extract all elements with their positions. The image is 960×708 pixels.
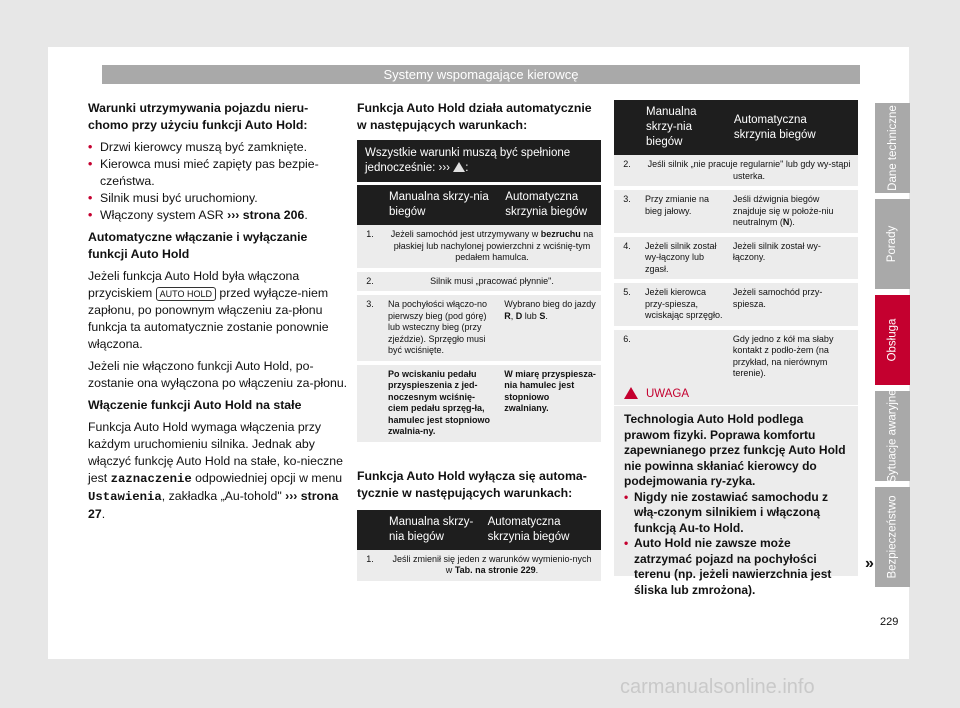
gear-letter: D (515, 310, 523, 321)
list-item: • Nigdy nie zostawiać samochodu z włą-czonym silnikiem i włączoną funkcją Au-to Hold. (624, 490, 848, 537)
table-header-num (614, 100, 640, 155)
table-title-text: : (465, 162, 469, 174)
menu-name: Ustawienia (88, 490, 162, 504)
table-cell: Jeżeli silnik został wy-łączony. (728, 235, 858, 282)
paragraph-text: odpowiedniej opcji w menu (195, 471, 343, 485)
tab-label: Dane techniczne (886, 105, 899, 191)
warning-box (614, 383, 858, 597)
paragraph (88, 268, 348, 353)
table-cell: Jeśli silnik „nie pracuje regularnie" lub gdy wy-stąpi usterka. (640, 155, 858, 188)
cell-text: ). (789, 217, 795, 227)
deactivation-table (357, 510, 601, 585)
cell-text: . (535, 565, 539, 575)
list-item (88, 207, 348, 224)
table-title-text: Wszystkie warunki muszą być spełnione jednocześnie: ››› (365, 147, 571, 174)
watermark: carmanualsonline.info (620, 676, 815, 698)
paragraph-text: Jeżeli funkcja Auto Hold była włączona przyciskiem (88, 269, 300, 300)
table-row (614, 188, 858, 235)
row-number (357, 363, 383, 444)
table-row (614, 235, 858, 282)
table-cell: Silnik musi „pracować płynnie". (383, 270, 601, 294)
table-cell: Po wciskaniu pedału przyspieszenia z jed-noczesnym wciśnię-ciem pedału sprzęg-ła, hamulec jest stopniowo zwalnia-ny. (383, 363, 499, 444)
warning-triangle-icon (624, 387, 638, 399)
table-link[interactable]: Tab. na stronie 229 (454, 565, 536, 575)
cell-text: Jeśli dźwignia biegów znajduje się w położe-niu neutralnym ( (732, 194, 834, 227)
cell-text: , (510, 310, 516, 321)
table-row (357, 363, 601, 444)
table-row (357, 550, 601, 583)
tab-obsluga[interactable] (875, 295, 910, 385)
page-header: Systemy wspomagające kierowcę (102, 65, 860, 84)
paragraph-text: . (101, 507, 106, 521)
cell-text: Jeżeli samochód jest utrzymywany w (390, 229, 539, 239)
tab-dane-techniczne[interactable] (875, 103, 910, 193)
list-item-text: . (304, 208, 308, 222)
section-title-hold-conditions: Warunki utrzymywania pojazdu nieru-chomo przy użyciu funkcji Auto Hold: (88, 101, 309, 132)
table-cell (383, 225, 601, 270)
gear-letter: S (539, 310, 546, 321)
cell-text-bold: bezruchu (540, 229, 581, 239)
table-row (614, 155, 858, 188)
row-number: 3. (357, 293, 383, 363)
table-row (357, 293, 601, 363)
table-row (614, 328, 858, 386)
warning-triangle-icon (453, 162, 465, 172)
table-cell: Gdy jedno z kół ma słaby kontakt z podło-żem (na przykład, na nierównym terenie). (728, 328, 858, 386)
warning-text: Technologia Auto Hold podlega prawom fizyki. Poprawa komfortu zapewnianego przez funkcję Auto Hold nie powinna skłaniać kierowcy do podejmowania ry-zyka. (624, 412, 846, 488)
page-link[interactable]: ››› strona 206 (227, 208, 305, 222)
table-cell: Jeżeli kierowca przy-spiesza, wciskając sprzęgło. (640, 281, 728, 328)
page-link[interactable]: ››› strona 27 (88, 489, 339, 521)
row-number: 5. (614, 281, 640, 328)
column-left (88, 100, 348, 528)
section-title-activation: Funkcja Auto Hold działa automatycznie w następujących warunkach: (357, 101, 592, 132)
cell-text: lub (522, 310, 540, 321)
table-header-auto: Automatyczna skrzynia biegów (482, 510, 601, 550)
table-row (357, 270, 601, 294)
section-title-auto-toggle: Automatyczne włączanie i wyłączanie funkcji Auto Hold (88, 230, 308, 261)
warning-list (624, 490, 848, 599)
paragraph: Jeżeli nie włączono funkcji Auto Hold, po-zostanie ona wyłączona po włączeniu za-płonu. (88, 359, 348, 390)
warning-header (614, 383, 858, 406)
column-right (614, 100, 858, 388)
row-number: 4. (614, 235, 640, 282)
paragraph-text: Funkcja Auto Hold wymaga włączenia przy każdym uruchomieniu silnika. Jednak aby włączyć funkcję Auto Hold na stałe, ko-nieczne jest (88, 420, 343, 485)
cell-text: Wybrano bieg do jazdy (504, 299, 596, 309)
cell-text: . (545, 310, 548, 321)
cell-text: Jeśli zmienił się jeden z warunków wymienio-nych w (392, 553, 592, 575)
tab-label: Obsługa (886, 318, 899, 362)
row-number: 2. (614, 155, 640, 188)
tab-label: Sytuacje awaryjne (886, 389, 899, 483)
table-header-num (357, 185, 383, 225)
list-item: • Kierowca musi mieć zapięty pas bezpie-czeństwa. (88, 156, 348, 190)
table-cell: Jeżeli samochód przy-spiesza. (728, 281, 858, 328)
continue-arrow-icon: » (865, 555, 874, 572)
table-cell: Jeżeli silnik został wy-łączony lub zgasł. (640, 235, 728, 282)
row-number: 3. (614, 188, 640, 235)
warning-title: UWAGA (646, 388, 690, 400)
list-item: • Drzwi kierowcy muszą być zamknięte. (88, 139, 348, 156)
tab-bezpieczenstwo[interactable] (875, 487, 910, 587)
table-cell: Na pochyłości włączo-no pierwszy bieg (pod górę) lub wsteczny bieg (przy zjeździe). Sprzęgło musi być wciśnięte. (383, 293, 499, 363)
table-cell: Przy zmianie na bieg jałowy. (640, 188, 728, 235)
tab-sytuacje-awaryjne[interactable] (875, 391, 910, 481)
table-title (357, 140, 601, 182)
cell-text: na płaskiej lub nachylonej powierzchni z wciśnię-tym pedałem hamulca. (393, 229, 594, 262)
tab-label: Bezpieczeństwo (886, 495, 899, 579)
table-header-auto: Automatyczna skrzynia biegów (728, 100, 858, 155)
activation-table (357, 140, 601, 446)
column-middle (357, 100, 601, 585)
row-number: 6. (614, 328, 640, 386)
section-title-deactivation: Funkcja Auto Hold wyłącza się automa-tycznie w następujących warunkach: (357, 468, 587, 500)
page-number: 229 (880, 616, 899, 628)
conditions-list (88, 139, 348, 224)
row-number: 1. (357, 550, 383, 583)
list-item: • Auto Hold nie zawsze może zatrzymać pojazd na pochyłości terenu (np. jeżeli nawierzchnia jest śliska lub zmrożona). (624, 536, 848, 598)
row-number: 1. (357, 225, 383, 270)
list-item-text: Włączony system ASR (100, 208, 228, 222)
deactivation-table-continued (614, 100, 858, 388)
menu-option-name: zaznaczenie (110, 472, 192, 486)
paragraph-text: przed wyłącze-niem zapłonu, po ponownym włączeniu za-płonu funkcja ta automatycznie zostanie ponownie włączona. (88, 286, 329, 351)
gear-letter: N (782, 217, 790, 227)
table-header-manual: Manualna skrzy-nia biegów (383, 510, 482, 550)
table-header-manual: Manualna skrzy-nia biegów (640, 100, 728, 155)
table-row (357, 225, 601, 270)
paragraph (88, 419, 348, 523)
table-header-auto: Automatyczna skrzynia biegów (499, 185, 601, 225)
warning-body (614, 406, 858, 604)
table-cell (499, 293, 601, 363)
table-cell: W miarę przyspiesza-nia hamulec jest stopniowo zwalniany. (499, 363, 601, 444)
table-cell (640, 328, 728, 386)
tab-label: Porady (886, 225, 899, 263)
table-cell (728, 188, 858, 235)
table-header-manual: Manualna skrzy-nia biegów (383, 185, 499, 225)
tab-porady[interactable] (875, 199, 910, 289)
row-number: 2. (357, 270, 383, 294)
gear-letter: R (504, 310, 511, 321)
table-row (614, 281, 858, 328)
table-header-num (357, 510, 383, 550)
paragraph-text: , zakładka „Au-tohold" (161, 489, 282, 503)
section-title-permanent: Włączenie funkcji Auto Hold na stałe (88, 398, 302, 412)
table-cell (383, 550, 601, 583)
list-item: • Silnik musi być uruchomiony. (88, 190, 348, 207)
auto-hold-key: AUTO HOLD (156, 287, 216, 301)
